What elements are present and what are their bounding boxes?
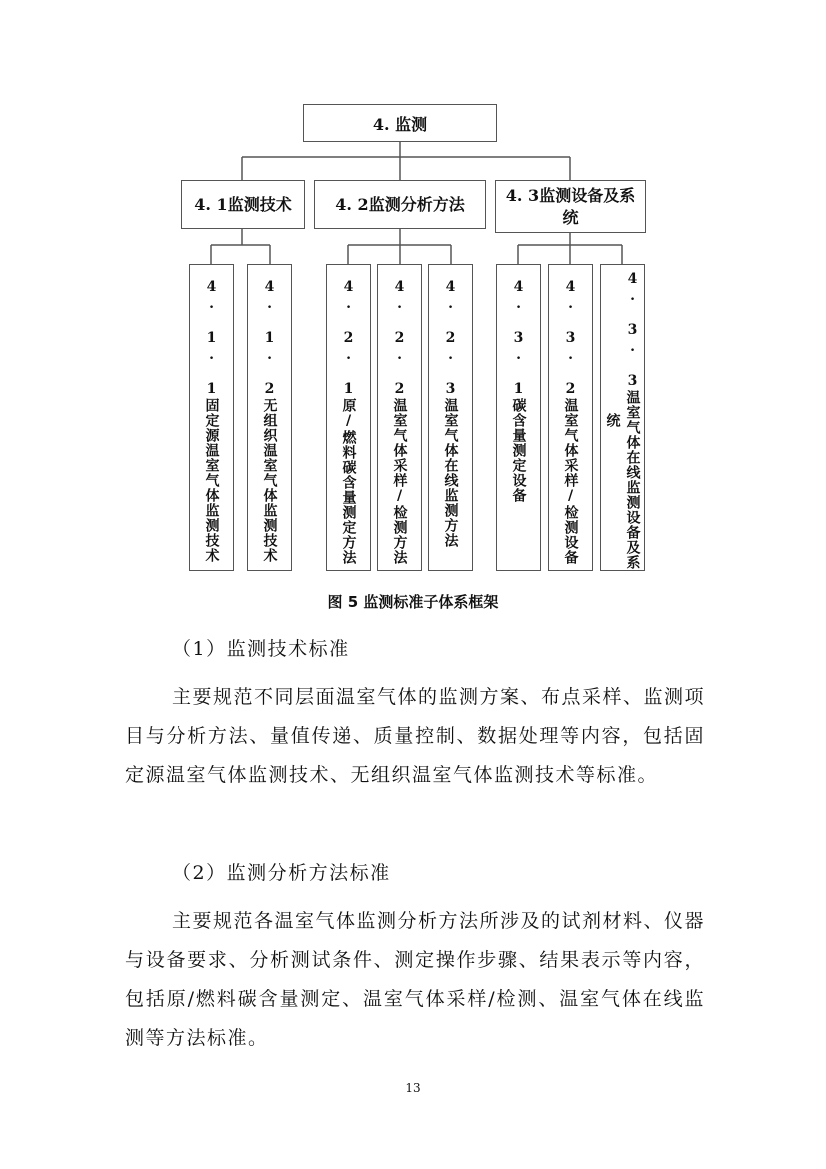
diagram-leaf-4-2-3: 4. 2. 3温室气体在线监测方法 [428,264,473,571]
section-heading-2: （2）监测分析方法标准 [172,862,391,884]
section-body-2: 主要规范各温室气体监测分析方法所涉及的试剂材料、仪器与设备要求、分析测试条件、测定操作步骤、结果表示等内容，包括原/燃料碳含量测定、温室气体采样/检测、温室气体在线监测等方法标准。 [125,910,706,1049]
diagram-leaf-4-3-1: 4. 3. 1碳含量测定设备 [496,264,541,571]
section-heading-1: （1）监测技术标准 [172,638,350,660]
diagram-node-equipment-systems: 4. 3监测设备及系统 [495,180,646,233]
figure-caption: 图 5 监测标准子体系框架 [327,593,499,611]
diagram-leaf-4-3-2: 4. 3. 2温室气体采样/检测设备 [548,264,593,571]
diagram-leaf-4-1-1: 4. 1. 1固定源温室气体监测技术 [189,264,234,571]
diagram-leaf-4-2-2: 4. 2. 2温室气体采样/检测方法 [377,264,422,571]
diagram-leaf-4-1-2: 4. 1. 2无组织温室气体监测技术 [247,264,292,571]
page-number: 13 [405,1081,421,1095]
diagram-node-monitoring-technology: 4. 1监测技术 [181,180,305,229]
diagram-leaf-4-3-3: 4. 3. 3温室气体在线监测设备及系统 [600,264,645,571]
diagram-node-analysis-methods: 4. 2监测分析方法 [314,180,486,229]
diagram-root-node: 4. 监测 [303,104,497,142]
section-body-1: 主要规范不同层面温室气体的监测方案、布点采样、监测项目与分析方法、量值传递、质量控制、数据处理等内容，包括固定源温室气体监测技术、无组织温室气体监测技术等标准。 [125,686,706,786]
diagram-leaf-4-2-1: 4. 2. 1原/燃料碳含量测定方法 [326,264,371,571]
